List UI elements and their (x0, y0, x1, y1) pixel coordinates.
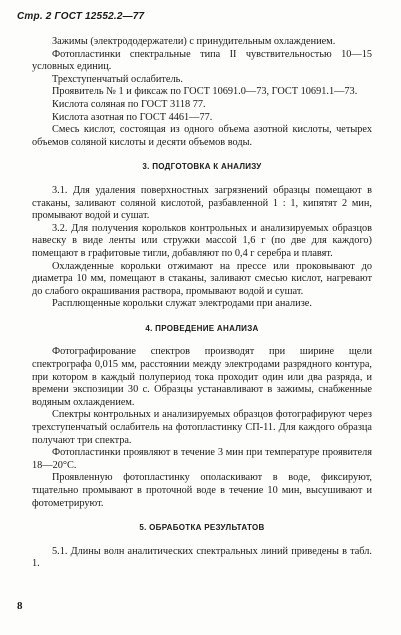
section-paragraph: Проявленную фотопластинку ополаскивают в воде, фиксируют, тщательно промывают в проточной воде в течение 10 мин, высушивают и фотометрируют. (32, 472, 372, 509)
section-paragraph: Охлажденные корольки отжимают на прессе или проковывают до диаметра 10 мм, помещают в стаканы, заливают смесью кислот, нагревают до слабого окрашивания раствора, промывают водой и сушат. (32, 260, 372, 297)
page-header: Стр. 2 ГОСТ 12552.2—77 (17, 11, 145, 22)
section-paragraph: 3.1. Для удаления поверхностных загрязнений образцы помещают в стаканы, заливают соляной кислотой, разбавленной 1 : 1, кипятят 2 мин, промывают водой и сушат. (32, 184, 372, 222)
section-heading: 4. ПРОВЕДЕНИЕ АНАЛИЗА (145, 323, 259, 333)
section-paragraph: Фотопластинки проявляют в течение 3 мин при температуре проявителя 18—20°С. (32, 447, 372, 471)
section-paragraph: Спектры контрольных и анализируемых образцов фотографируют через трехступенчатый ослабитель на фотопластинку СП-11. Для каждого образца получают три спектра. (32, 409, 372, 446)
section-paragraph: 5.1. Длины волн аналитических спектральных линий приведены в табл. 1. (32, 545, 372, 570)
intro-paragraph: Зажимы (электрододержатели) с принудительным охлаждением. (52, 36, 336, 47)
intro-paragraph: Фотопластинки спектральные типа II чувствительностью 10—15 условных единиц. (32, 48, 372, 73)
intro-paragraph: Кислота азотная по ГОСТ 4461—77. (52, 111, 213, 123)
intro-paragraph: Трехступенчатый ослабитель. (52, 73, 183, 85)
document-body (32, 36, 372, 571)
intro-paragraph: Кислота соляная по ГОСТ 3118 77. (52, 98, 206, 110)
section-heading: 3. ПОДГОТОВКА К АНАЛИЗУ (142, 162, 262, 172)
section-paragraph: 3.2. Для получения корольков контрольных и анализируемых образцов навеску в виде ленты или стружки массой 1,6 г (по две для каждого) помещают в графитовые тигли, добавляют по 0,4 г серебра и плавят. (32, 222, 372, 259)
section-heading: 5. ОБРАБОТКА РЕЗУЛЬТАТОВ (139, 523, 265, 533)
intro-paragraph: Проявитель № 1 и фиксаж по ГОСТ 10691.0—73, ГОСТ 10691.1—73. (52, 86, 358, 98)
section-paragraph: Фотографирование спектров производят при ширине щели спектрографа 0,015 мм, расстоянии между электродами разрядного контура, при котором в каждый полупериод тока проходит один или два разряда, и времени экспозиции 30 с. Образцы устанавливают в зажимы, снабженные водяным охлаждением. (32, 346, 372, 408)
section-paragraph: Расплющенные корольки служат электродами при анализе. (52, 298, 312, 310)
page-number: 8 (17, 600, 23, 612)
intro-paragraph: Смесь кислот, состоящая из одного объема азотной кислоты, четырех объемов соляной кислоты и десяти объемов воды. (32, 124, 372, 148)
